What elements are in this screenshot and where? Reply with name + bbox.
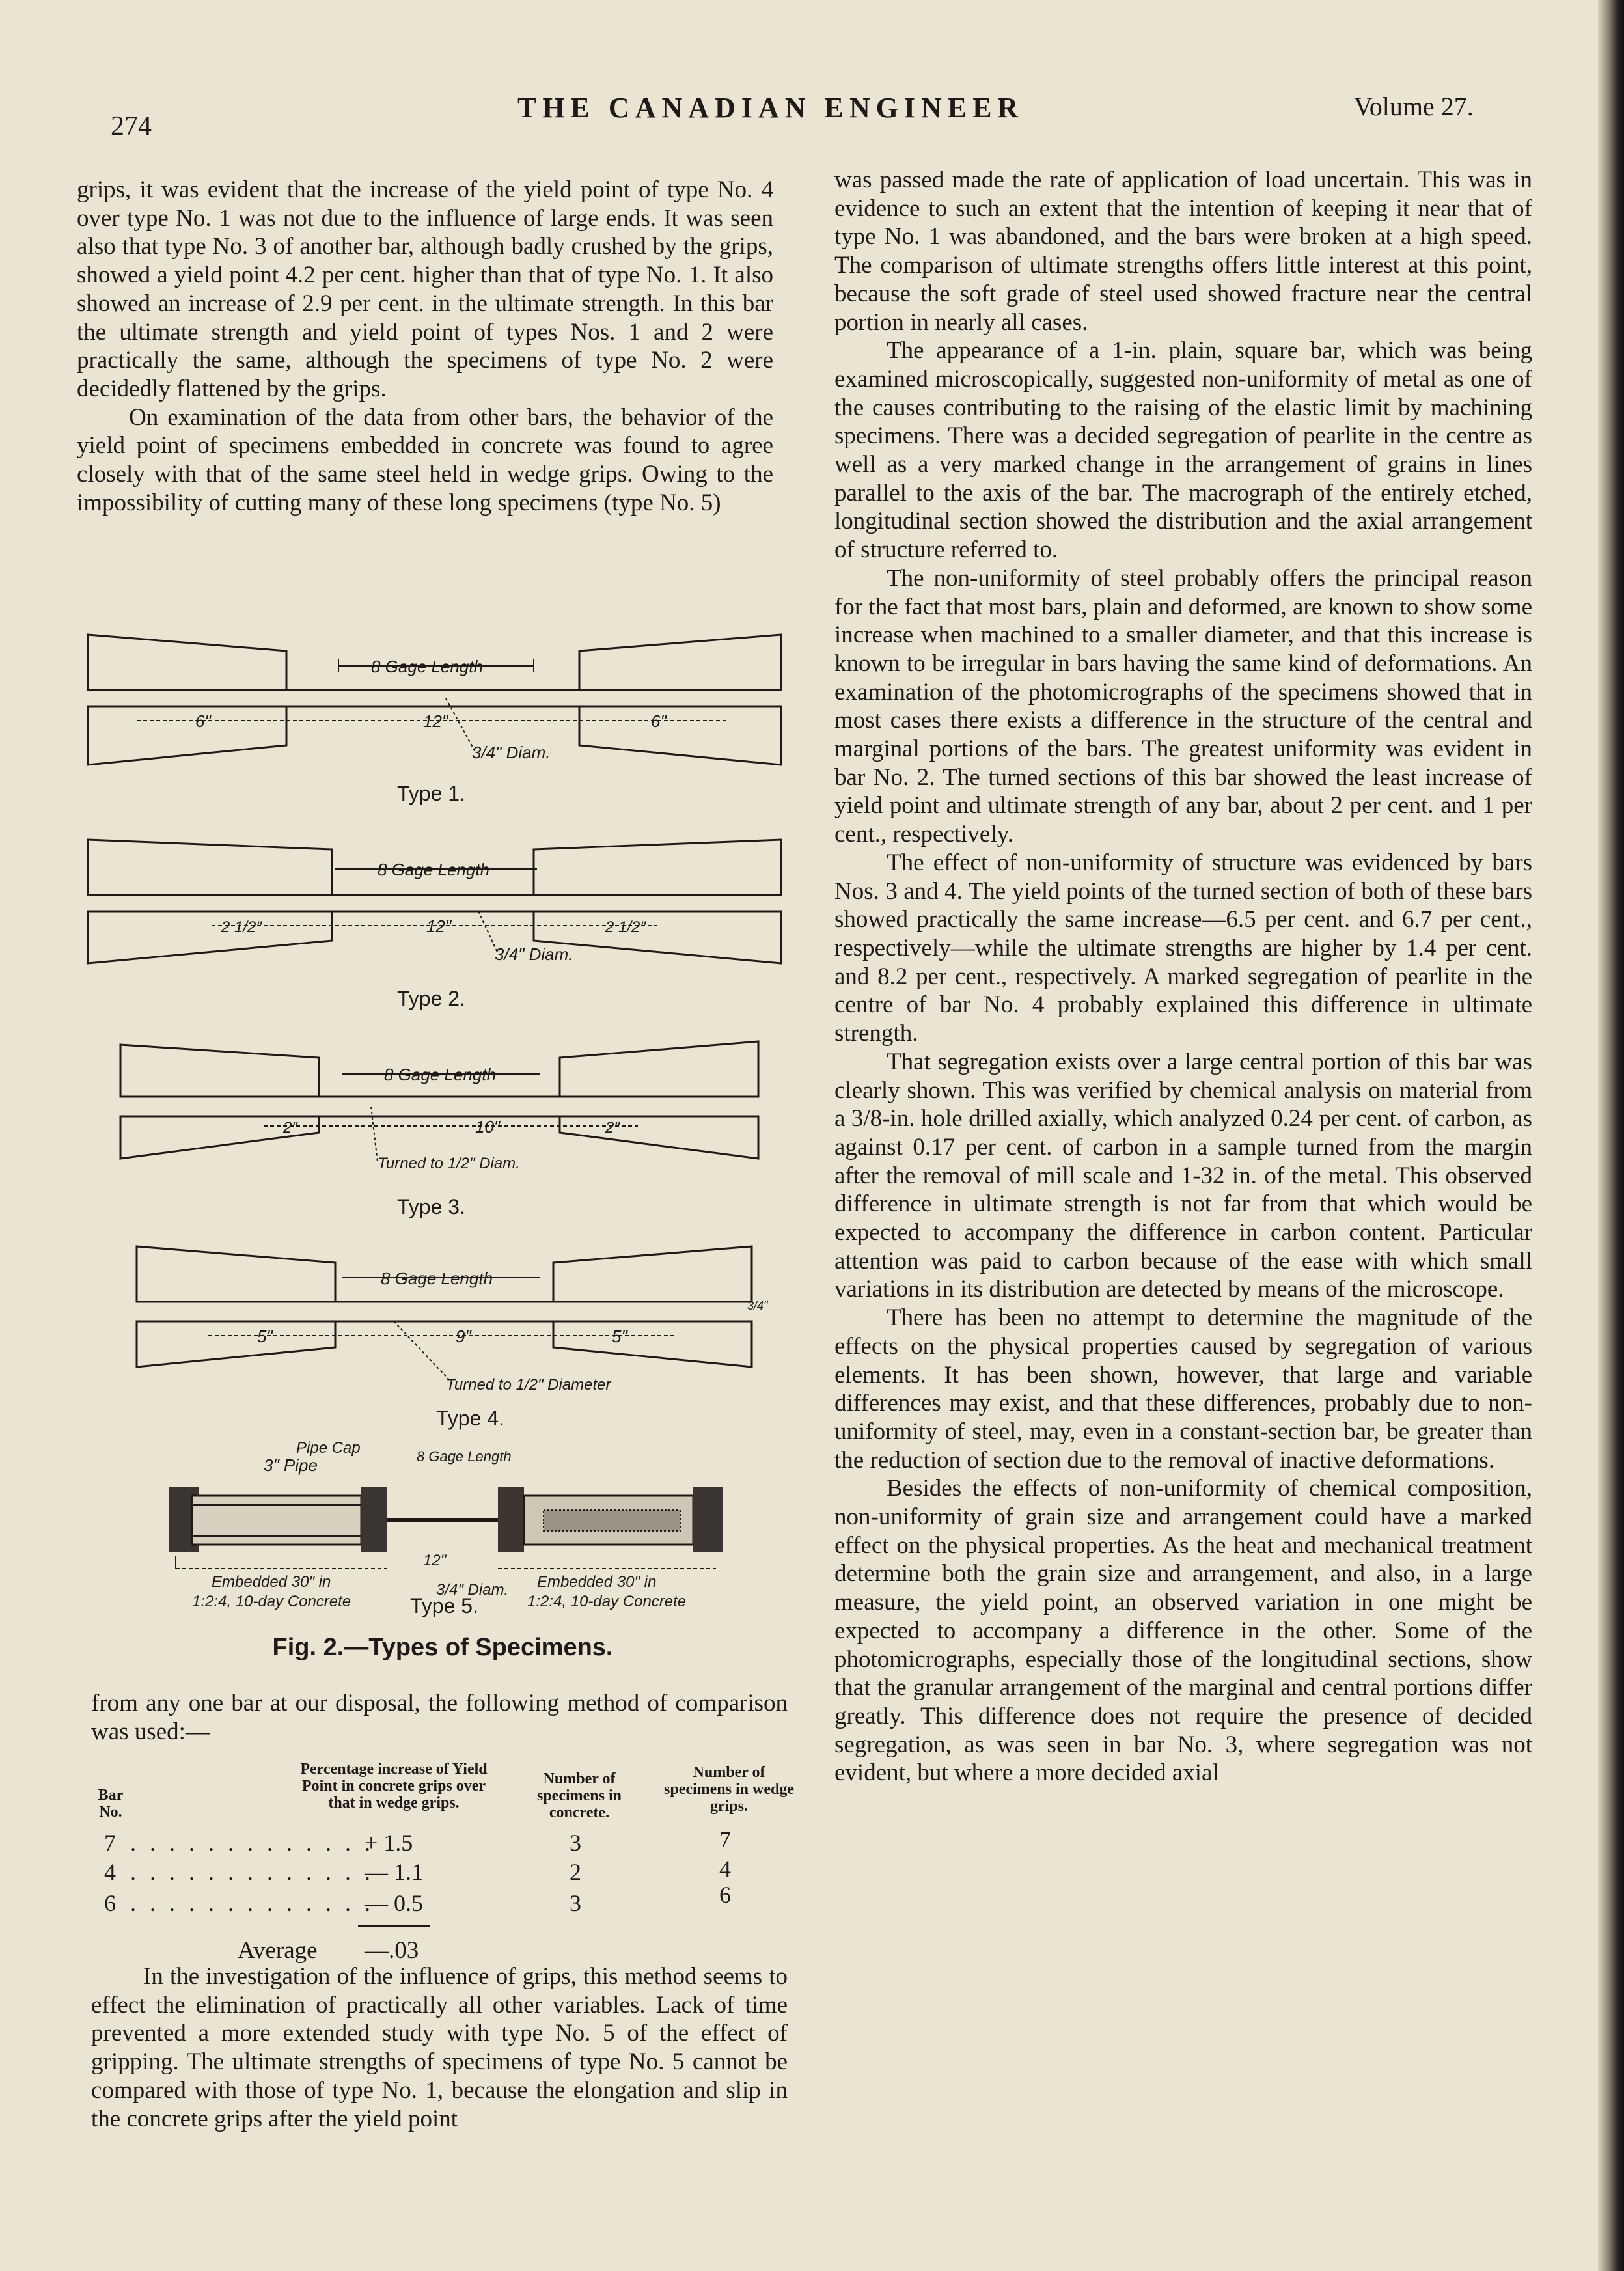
type-2-left-dim: 2 1/2" xyxy=(221,918,262,936)
table-row-dots: . . . . . . . . . . . . . xyxy=(130,1859,374,1885)
type-4-drawing xyxy=(137,1246,769,1430)
type-2-right-dim: 2 1/2" xyxy=(605,918,646,936)
type-5-pipe: 3" Pipe xyxy=(264,1455,318,1475)
type-4-gage-label: 8 Gage Length xyxy=(381,1269,493,1288)
type-4-left-dim: 5" xyxy=(257,1327,273,1346)
table-row-4-wedge: 4 xyxy=(719,1856,731,1882)
table-row-7-wedge: 7 xyxy=(719,1826,731,1852)
paragraph: from any one bar at our disposal, the following method of comparison was used:— xyxy=(91,1690,788,1745)
paragraph: The non-uniformity of steel probably offers the principal reason for the fact that most bars, plain and deformed, are known to show some increase when machined to a smaller diameter, and that this increase is known to be irregular in bars having the same kind of deformations. An examination of the photomicrographs of the specimens showed that in most cases there exists a difference in the structure of the central and marginal portions of the bars. The greatest uniformity was evident in bar No. 2. The turned sections of this bar showed the least increase of yield point and ultimate strength of any bar, about 2 per cent. and 1 per cent., respectively. xyxy=(834,564,1532,848)
table-row-7-bar: 7 xyxy=(104,1830,116,1856)
type-5-label: Type 5. xyxy=(410,1594,478,1617)
table-header-wedge: Number of specimens in wedge grips. xyxy=(664,1764,794,1815)
type-3-right-dim: 2" xyxy=(605,1119,620,1136)
type-3-diam: Turned to 1/2" Diam. xyxy=(378,1155,520,1172)
page-number: 274 xyxy=(111,111,152,141)
paragraph: That segregation exists over a large central portion of this bar was clearly shown. This was verified by chemical analysis on material from a 3/8-in. hole drilled axially, which analyzed 0.24 per cent. of carbon, as against 0.17 per cent. of carbon in a sample turned from the margin after the removal of mill scale and 1-32 in. of the metal. This observed difference in ultimate strength is not far from that which would be expected to accompany the difference in carbon content. Particular attention was paid to carbon because of the ease with which small variations in its distribution are detected by means of the microscope. xyxy=(834,1048,1532,1303)
type-4-right-dim: 5" xyxy=(612,1327,627,1346)
type-1-mid-dim: 12" xyxy=(423,711,448,731)
type-2-diam: 3/4" Diam. xyxy=(495,944,573,964)
table-header-percentage: Percentage increase of Yield Point in concrete grips over that in wedge grips. xyxy=(300,1761,488,1811)
table-header-bar: Bar No. xyxy=(98,1787,124,1821)
type-2-mid-dim: 12" xyxy=(426,916,452,936)
type-5-right-mix: 1:2:4, 10-day Concrete xyxy=(527,1593,687,1610)
paragraph: In the investigation of the influence of grips, this method seems to effect the elimination of practically all other variables. Lack of time prevented a more extended study with type No. 5 of the effect of gripping. The ultimate strengths of specimens of type No. 5 cannot be compared with those of type No. 1, because the elongation and slip in the concrete grips after the yield point xyxy=(91,1963,788,2132)
table-row-6-percent: — 0.5 xyxy=(365,1890,423,1916)
table-row-7-percent: + 1.5 xyxy=(365,1830,413,1856)
paragraph: The appearance of a 1-in. plain, square bar, which was being examined microscopically, suggested non-uniformity of metal as one of the causes contributing to the raising of the elastic limit by machining specimens. There was a decided segregation of pearlite in the centre as well as a very marked change in the arrangement of grains in lines parallel to the axis of the bar. The macrograph of the entirely etched, longitudinal section showed the distribution and the axial arrangement of structure referred to. xyxy=(834,337,1532,564)
type-5-pipe-cap: Pipe Cap xyxy=(296,1439,361,1457)
figure-caption: Fig. 2.—Types of Specimens. xyxy=(272,1634,613,1661)
type-2-label: Type 2. xyxy=(397,987,465,1010)
paragraph: was passed made the rate of application of load uncertain. This was in evidence to such an extent that the intention of keeping it near that of type No. 1 was abandoned, and the bars were broken at a high speed. The comparison of ultimate strengths offers little interest at this point, because the soft grade of steel used showed fracture near the central portion in nearly all cases. xyxy=(834,167,1532,336)
volume-label: Volume 27. xyxy=(1354,92,1474,121)
right-column xyxy=(834,166,1532,1787)
type-5-mid-dim: 12" xyxy=(423,1552,447,1569)
type-5-drawing xyxy=(169,1439,723,1617)
type-1-drawing xyxy=(88,635,781,805)
left-column-bottom xyxy=(91,1962,788,2133)
type-3-mid-dim: 10" xyxy=(475,1117,501,1136)
specimen-types-figure xyxy=(72,622,794,1631)
table-header-concrete: Number of specimens in concrete. xyxy=(536,1770,622,1821)
type-4-label: Type 4. xyxy=(436,1407,504,1430)
left-column-bottom-intro xyxy=(91,1689,788,1746)
left-column-top xyxy=(77,176,773,517)
type-5-left-embed: Embedded 30" in xyxy=(212,1573,331,1591)
paragraph: grips, it was evident that the increase of the yield point of type No. 4 over type No. 1 was not due to the influence of large ends. It was seen also that type No. 3 of another bar, although badly crushed by the grips, showed a yield point 4.2 per cent. higher than that of type No. 1. It also showed an increase of 2.9 per cent. in the ultimate strength. In this bar the ultimate strength and yield point of types Nos. 1 and 2 were practically the same, although the specimens of type No. 2 were decidedly flattened by the grips. xyxy=(77,176,773,402)
table-row-dots: . . . . . . . . . . . . . xyxy=(130,1890,374,1916)
average-value: —.03 xyxy=(365,1937,419,1964)
type-3-drawing xyxy=(120,1041,758,1218)
type-1-label: Type 1. xyxy=(397,782,465,805)
type-1-right-dim: 6" xyxy=(651,711,667,731)
paragraph: Besides the effects of non-uniformity of chemical composition, non-uniformity of grain size and arrangement could have a marked effect on the physical properties. As the heat and mechanical treatment determine both the grain size and arrangement, and also, in a large measure, the yield point, an observed variation in one might be expected to accompany a difference in the other. Some of the photomicrographs, especially those of the longitudinal sections, show that the granular arrangement of the marginal and central portions differ greatly. This difference does not require the presence of decided segregation, as was seen in bar No. 3, where segregation was not evident, but where a more decided axial xyxy=(834,1475,1532,1787)
type-3-gage-label: 8 Gage Length xyxy=(384,1065,497,1084)
table-row-6-bar: 6 xyxy=(104,1890,116,1916)
type-3-left-dim: 2" xyxy=(283,1119,297,1136)
journal-title: THE CANADIAN ENGINEER xyxy=(517,92,1025,124)
type-5-gage: 8 Gage Length xyxy=(417,1448,512,1465)
table-row-6-wedge: 6 xyxy=(719,1882,731,1908)
type-4-diam: Turned to 1/2" Diameter xyxy=(446,1376,611,1394)
page-header xyxy=(0,85,1624,141)
paragraph: On examination of the data from other bars, the behavior of the yield point of specimens embedded in concrete was found to agree closely with that of the same steel held in wedge grips. Owing to the impossibility of cutting many of these long specimens (type No. 5) xyxy=(77,404,773,516)
type-2-gage-label: 8 Gage Length xyxy=(378,860,490,879)
type-1-gage-label: 8 Gage Length xyxy=(371,657,484,676)
paragraph: There has been no attempt to determine the magnitude of the effects on the physical properties caused by segregation of various elements. It has been shown, however, that large and variable differences may exist, and that these differences, probably due to non-uniformity of steel, may, even in a constant-section bar, be greater than the reduction of section due to the removal of inactive deformations. xyxy=(834,1304,1532,1474)
type-1-diam: 3/4" Diam. xyxy=(472,743,551,762)
type-4-mid-dim: 9" xyxy=(456,1327,471,1346)
type-3-label: Type 3. xyxy=(397,1195,465,1218)
page-edge-shadow xyxy=(1598,0,1624,2271)
type-5-diam: 3/4" Diam. xyxy=(436,1581,509,1599)
type-5-right-embed: Embedded 30" in xyxy=(537,1573,657,1591)
table-row-4-percent: — 1.1 xyxy=(365,1859,423,1885)
average-label: Average xyxy=(238,1937,318,1964)
table-row-7-concrete: 3 xyxy=(570,1830,581,1856)
type-1-left-dim: 6" xyxy=(195,711,211,731)
sum-rule xyxy=(358,1925,430,1927)
table-row-dots: . . . . . . . . . . . . . xyxy=(130,1830,374,1856)
table-row-6-concrete: 3 xyxy=(570,1890,581,1916)
type-2-drawing xyxy=(88,840,781,1010)
table-row-4-concrete: 2 xyxy=(570,1859,581,1885)
type-4-side-dim: 3/4" xyxy=(747,1299,768,1312)
type-5-left-mix: 1:2:4, 10-day Concrete xyxy=(192,1593,351,1610)
table-row-4-bar: 4 xyxy=(104,1859,116,1885)
paragraph: The effect of non-uniformity of structure was evidenced by bars Nos. 3 and 4. The yield points of the turned section of both of these bars showed practically the same increase—6.5 per cent. and 6.7 per cent., respectively—while the ultimate strengths are higher by 1.4 per cent. and 8.2 per cent., respectively. A marked segregation of pearlite in the centre of bar No. 4 probably explained this difference in ultimate strength. xyxy=(834,849,1532,1047)
